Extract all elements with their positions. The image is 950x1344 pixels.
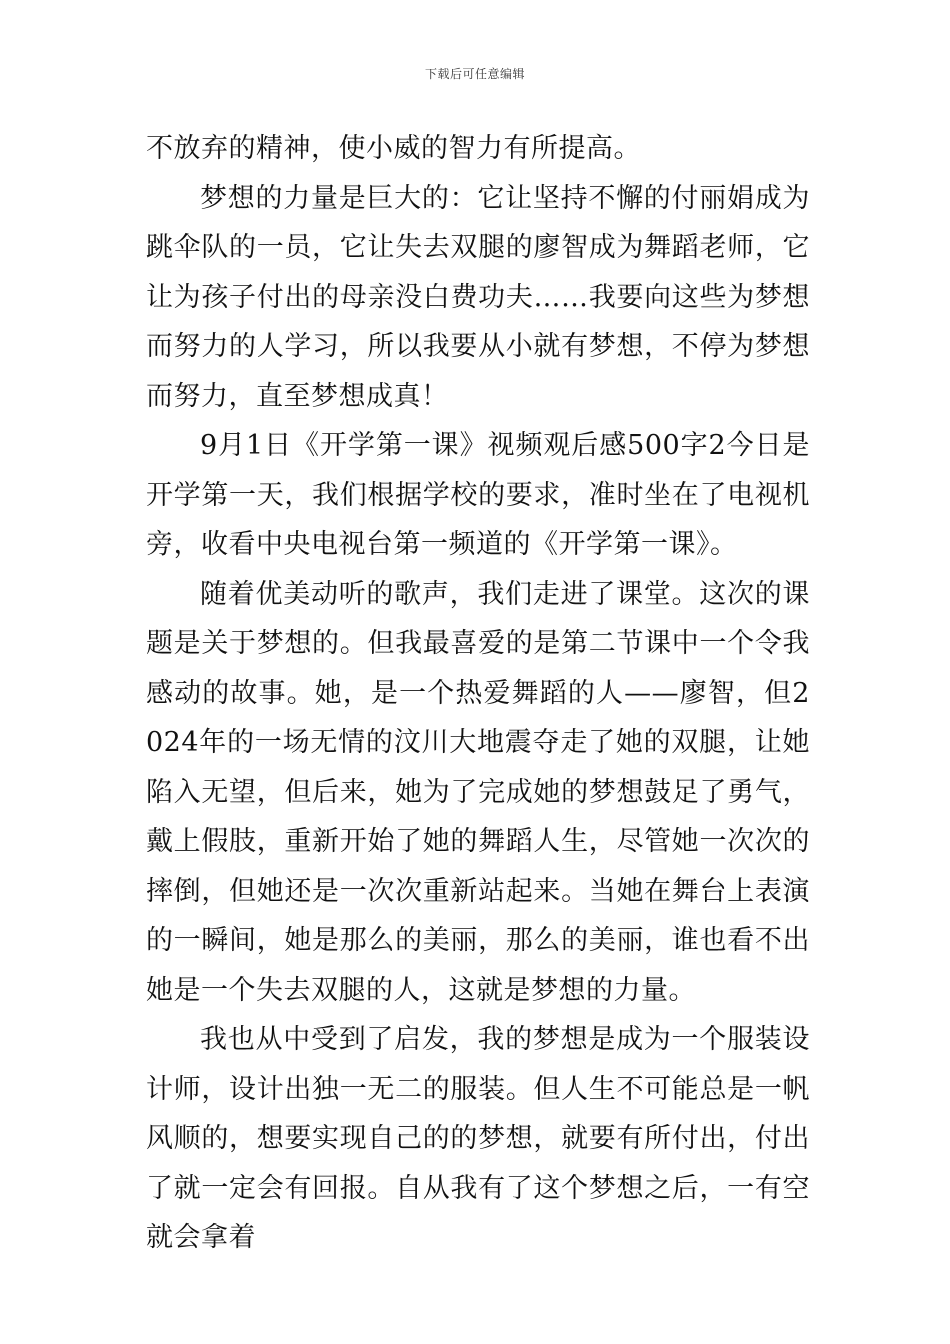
paragraph-1: 不放弃的精神，使小威的智力有所提高。	[146, 133, 641, 164]
paragraph-4: 随着优美动听的歌声，我们走进了课堂。这次的课题是关于梦想的。但我最喜爱的是第二节课中一个令我感动的故事。她，是一个热爱舞蹈的人——廖智，但2024年的一场无情的汶川大地震夺走了她的双腿，让她陷入无望，但后来，她为了完成她的梦想鼓足了勇气，戴上假肢，重新开始了她的舞蹈人生，尽管她一次次的摔倒，但她还是一次次重新站起来。当她在舞台上表演的一瞬间，她是那么的美丽，那么的美丽，谁也看不出她是一个失去双腿的人，这就是梦想的力量。	[146, 578, 810, 1006]
document-body	[146, 124, 810, 1263]
page-header-note: 下载后可任意编辑	[424, 67, 525, 81]
paragraph-2: 梦想的力量是巨大的：它让坚持不懈的付丽娟成为跳伞队的一员，它让失去双腿的廖智成为舞蹈老师，它让为孩子付出的母亲没白费功夫……我要向这些为梦想而努力的人学习，所以我要从小就有梦想，不停为梦想而努力，直至梦想成真！	[146, 182, 810, 412]
paragraph-3: 9月1日《开学第一课》视频观后感500字2今日是开学第一天，我们根据学校的要求，准时坐在了电视机旁，收看中央电视台第一频道的《开学第一课》。	[146, 430, 810, 560]
paragraph-5: 我也从中受到了启发，我的梦想是成为一个服装设计师，设计出独一无二的服装。但人生不可能总是一帆风顺的，想要实现自己的的梦想，就要有所付出，付出了就一定会有回报。自从我有了这个梦想之后，一有空就会拿着	[146, 1024, 810, 1253]
